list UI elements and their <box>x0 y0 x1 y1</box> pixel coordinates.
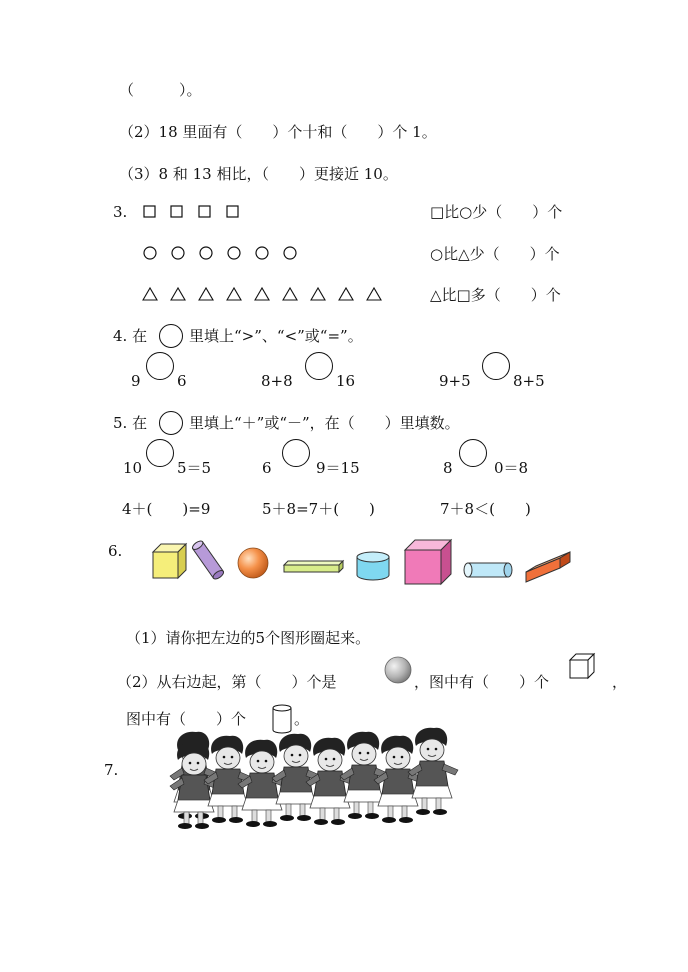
section-5-prefix: 5. 在 <box>113 414 148 432</box>
circle-shape <box>200 247 212 259</box>
purple-cylinder-icon <box>191 539 225 580</box>
section-5-instruction: 里填上“＋”或“－”，在（ ）里填数。 <box>189 414 460 432</box>
section-7-number: 7. <box>104 761 119 779</box>
square-shape <box>199 206 210 217</box>
fill-paren-equation: 7＋8＜( ) <box>440 500 531 518</box>
triangle-shape <box>143 288 157 300</box>
circles-row <box>143 246 303 260</box>
answer-circle[interactable] <box>159 324 183 348</box>
cube-outline-icon <box>569 653 597 679</box>
child-figure <box>374 736 424 823</box>
question-2-line: （2）18 里面有（ ）个十和（ ）个 1。 <box>119 123 437 141</box>
section-6-question-2-part3: ， <box>612 673 628 691</box>
compare-left: 9+5 <box>439 372 471 390</box>
square-shape <box>171 206 182 217</box>
squares-row <box>143 205 243 219</box>
triangle-shape <box>171 288 185 300</box>
circle-shape <box>284 247 296 259</box>
equation-right: 9＝15 <box>316 459 360 477</box>
fill-paren-equation: 5＋8=7＋( ) <box>262 500 375 518</box>
cyan-cylinder-icon <box>357 552 389 580</box>
triangle-shape <box>311 288 325 300</box>
triangle-shape <box>199 288 213 300</box>
yellow-cube-icon <box>153 544 186 578</box>
child-figure <box>238 740 288 827</box>
triangles-row <box>143 287 388 301</box>
top-paren-line: （ ）。 <box>119 81 202 99</box>
section-6-question-3-part2: 。 <box>294 710 310 728</box>
answer-circle[interactable] <box>482 352 510 380</box>
triangle-shape <box>283 288 297 300</box>
child-figure <box>170 742 220 829</box>
equation-left: 10 <box>123 459 143 477</box>
gray-sphere-icon <box>383 655 413 685</box>
section-3-row3-question: △比□多（ ）个 <box>430 286 561 304</box>
orange-cuboid-icon <box>526 552 570 582</box>
circle-shape <box>144 247 156 259</box>
answer-circle[interactable] <box>146 439 174 467</box>
section-3-number: 3. <box>113 203 128 221</box>
fill-paren-equation: 4＋( )=9 <box>122 500 211 518</box>
pink-cube-icon <box>405 540 451 584</box>
triangle-shape <box>339 288 353 300</box>
section-3-row1-question: □比○少（ ）个 <box>430 203 563 221</box>
section-6-number: 6. <box>108 542 123 560</box>
answer-circle[interactable] <box>459 439 487 467</box>
circle-shape <box>228 247 240 259</box>
child-figure <box>306 738 356 825</box>
orange-sphere-icon <box>238 548 268 578</box>
shapes-row <box>150 538 580 586</box>
answer-circle[interactable] <box>305 352 333 380</box>
section-6-question-2-part2: ，图中有（ ）个 <box>414 673 550 691</box>
question-3-line: （3）8 和 13 相比，（ ）更接近 10。 <box>119 165 398 183</box>
children-group-image <box>170 728 470 828</box>
equation-left: 8 <box>443 459 453 477</box>
compare-left: 8+8 <box>261 372 293 390</box>
section-6-question-3-part1: 图中有（ ）个 <box>126 710 247 728</box>
compare-right: 16 <box>336 372 356 390</box>
section-4-prefix: 4. 在 <box>113 327 148 345</box>
triangle-shape <box>255 288 269 300</box>
section-6-question-1: （1）请你把左边的5个图形圈起来。 <box>126 629 371 647</box>
equation-right: 5＝5 <box>177 459 212 477</box>
section-4-instruction: 里填上“>”、“<”或“=”。 <box>189 327 363 345</box>
circle-shape <box>172 247 184 259</box>
equation-left: 6 <box>262 459 272 477</box>
compare-right: 6 <box>177 372 187 390</box>
triangle-shape <box>367 288 381 300</box>
answer-circle[interactable] <box>159 411 183 435</box>
triangle-shape <box>227 288 241 300</box>
circle-shape <box>256 247 268 259</box>
compare-right: 8+5 <box>513 372 545 390</box>
square-shape <box>144 206 155 217</box>
green-cuboid-icon <box>284 561 343 572</box>
equation-right: 0＝8 <box>494 459 529 477</box>
square-shape <box>227 206 238 217</box>
answer-circle[interactable] <box>282 439 310 467</box>
answer-circle[interactable] <box>146 352 174 380</box>
section-3-row2-question: ○比△少（ ）个 <box>430 245 560 263</box>
lightblue-cylinder-icon <box>464 563 512 577</box>
section-6-question-2-part1: （2）从右边起，第（ ）个是 <box>117 673 337 691</box>
compare-left: 9 <box>131 372 141 390</box>
